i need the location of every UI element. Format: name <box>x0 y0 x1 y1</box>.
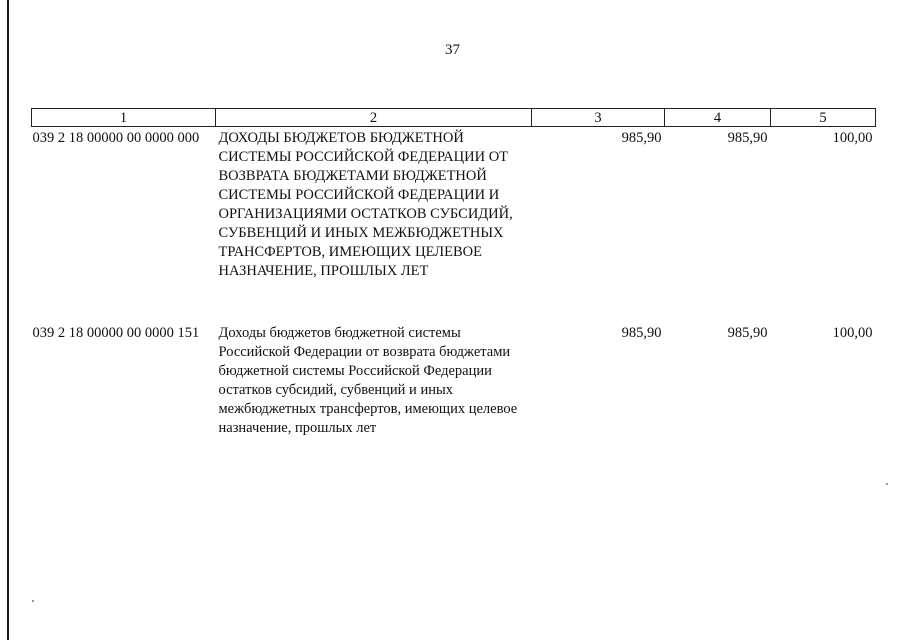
value-col-4: 985,90 <box>727 325 768 341</box>
scan-speck <box>886 483 888 485</box>
value-col-3: 985,90 <box>621 130 662 146</box>
value-col-5: 100,00 <box>832 325 873 341</box>
page-number: 37 <box>445 42 460 58</box>
table-header-row <box>32 109 876 127</box>
budget-code: 039 2 18 00000 00 0000 000 <box>32 130 200 146</box>
value-col-5: 100,00 <box>832 130 873 146</box>
header-col-2: 2 <box>216 109 532 127</box>
report-table <box>31 108 876 438</box>
header-col-5: 5 <box>771 109 876 127</box>
scan-speck <box>32 600 34 602</box>
table-row <box>32 127 876 320</box>
budget-code: 039 2 18 00000 00 0000 151 <box>32 325 200 341</box>
income-name: Доходы бюджетов бюджетной системы Российской Федерации от возврата бюджетами бюджетной системы Российской Федерации остатков субсидий, субвенций и иных межбюджетных трансфертов, имеющих целевое назначение, прошлых лет <box>218 325 518 436</box>
header-col-1: 1 <box>32 109 216 127</box>
header-col-4: 4 <box>665 109 771 127</box>
table-row <box>32 319 876 438</box>
header-col-3: 3 <box>532 109 665 127</box>
page-left-edge <box>7 0 9 640</box>
income-name: ДОХОДЫ БЮДЖЕТОВ БЮДЖЕТНОЙ СИСТЕМЫ РОССИЙСКОЙ ФЕДЕРАЦИИ ОТ ВОЗВРАТА БЮДЖЕТАМИ БЮДЖЕТНОЙ СИСТЕМЫ РОССИЙСКОЙ ФЕДЕРАЦИИ И ОРГАНИЗАЦИЯМИ ОСТАТКОВ СУБСИДИЙ, СУБВЕНЦИЙ И ИНЫХ МЕЖБЮДЖЕТНЫХ ТРАНСФЕРТОВ, ИМЕЮЩИХ ЦЕЛЕВОЕ НАЗНАЧЕНИЕ, ПРОШЛЫХ ЛЕТ <box>218 130 513 279</box>
value-col-3: 985,90 <box>621 325 662 341</box>
value-col-4: 985,90 <box>727 130 768 146</box>
